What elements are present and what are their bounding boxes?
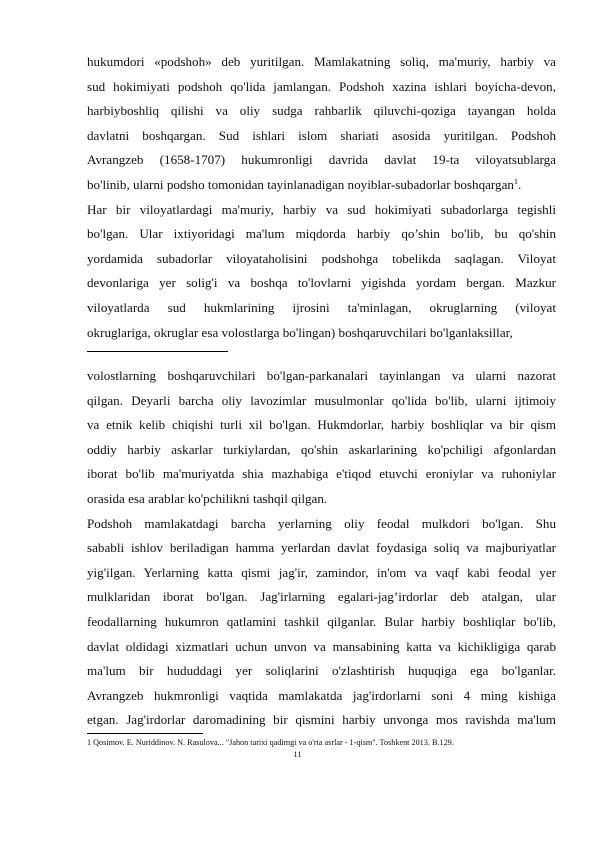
text-line: Avrangzeb hukmronligi vaqtida mamlakatda jag'irdorlarni soni 4 ming kishiga: [87, 687, 556, 703]
text-line: orasida esa arablar ko'pchilikni tashqil qilgan.: [87, 490, 328, 506]
footnote-marker: 1: [513, 176, 518, 186]
text-line: devonlariga yer solig'i va boshqa to'lovlarni yigishda yordam bergan. Mazkur: [87, 275, 556, 291]
text-line: volostlarning boshqaruvchilari bo'lgan-parkanalari tayinlangan va ularni nazorat: [87, 368, 556, 383]
text-line-content: bo'linib, ularni podsho tomonidan tayinlanadigan noyiblar-subadorlar boshqargan: [87, 176, 514, 192]
text-line: Avrangzeb (1658-1707) hukumronligi davrida davlat 19-ta viloyatsublarga: [87, 152, 556, 168]
page-number: 11: [293, 750, 302, 759]
text-line: etgan. Jag'irdorlar daromadining bir qismini harbiy unvonga mos ravishda ma'lum: [87, 712, 556, 728]
footnote-text: 1 Qosimov. E. Nuriddinov. N. Rasulova... "Jahon tarixi qadimgi va o'rta asrlar - 1-qism". Toshkent 2013. B.129.: [87, 738, 454, 747]
text-line: yordamida subadorlar viloyataholisini podshohga tobelikda saqlagan. Viloyat: [87, 250, 556, 266]
text-line: Har bir viloyatlardagi ma'muriy, harbiy va sud hokimiyati subadorlarga tegishli: [87, 201, 556, 217]
text-line: hukumdori «podshoh» deb yuritilgan. Mamlakatning soliq, ma'muriy, harbiy va: [87, 54, 556, 69]
text-line: harbiyboshliq qilishi va oliy sudga rahbarlik qiluvchi-qoziga tayangan holda: [87, 103, 556, 119]
text-line: davlatni boshqargan. Sud ishlari islom shariati asosida yuritilgan. Podshoh: [87, 127, 556, 143]
section-divider: [87, 351, 228, 352]
text-line: iborat bo'lib ma'muriyatda shia mazhabiga e'tiqod etuvchi eroniylar va ruhoniylar: [87, 466, 556, 482]
text-line: ma'lum bir hududdagi yer soliqlarini o'zlashtirish huquqiga ega bo'lganlar.: [87, 663, 556, 679]
text-line: sud hokimiyati podshoh qo'lida jamlangan. Podshoh xazina ishlari boyicha-devon,: [87, 78, 556, 94]
sentence-end: .: [517, 176, 522, 192]
paragraph-1: [87, 50, 556, 198]
text-line: viloyatlarda sud hukmlarining ijrosini ta'minlagan, okruglarning (viloyat: [87, 299, 556, 315]
text-line: bo'lgan. Ular ixtiyoridagi ma'lum miqdorda harbiy qo’shin bo'lib, bu qo'shin: [87, 226, 556, 242]
text-line: oddiy harbiy askarlar turkiylardan, qo'shin askarlarining ko'pchiligi afgonlardan: [87, 441, 556, 457]
text-line: feodallarning hukumron qatlamini tashkil qilganlar. Bular harbiy boshliqlar bo'lib,: [87, 613, 556, 629]
text-line: mulklaridan iborat bo'lgan. Jag'irlarning egalari-jag’irdorlar deb atalgan, ular: [87, 589, 556, 605]
text-line: va etnik kelib chiqishi turli xil bo'lgan. Hukmdorlar, harbiy boshliqlar va bir qism: [87, 417, 556, 433]
text-line: [87, 173, 556, 198]
footnote-divider: [87, 733, 203, 734]
paragraph-2: [87, 198, 556, 346]
text-line: davlat oldidagi xizmatlari uchun unvon va mansabining katta va kichikligiga qarab: [87, 638, 556, 654]
paragraph-4: [87, 512, 556, 733]
text-line: Podshoh mamlakatdagi barcha yerlarning oliy feodal mulkdori bo'lgan. Shu: [87, 515, 556, 531]
text-line: okruglariga, okruglar esa volostlarga bo'lingan) boshqaruvchilari bo'lganlaksillar,: [87, 324, 513, 340]
text-line: yig'ilgan. Yerlarning katta qismi jag'ir, zamindor, in'om va vaqf kabi feodal yer: [87, 564, 556, 580]
text-line: qilgan. Deyarli barcha oliy lavozimlar musulmonlar qo'lida bo'lib, ularni ijtimoiy: [87, 392, 556, 408]
text-line: sababli ishlov beriladigan hamma yerlardan davlat foydasiga soliq va majburiyatlar: [87, 540, 556, 556]
paragraph-3: [87, 364, 556, 512]
